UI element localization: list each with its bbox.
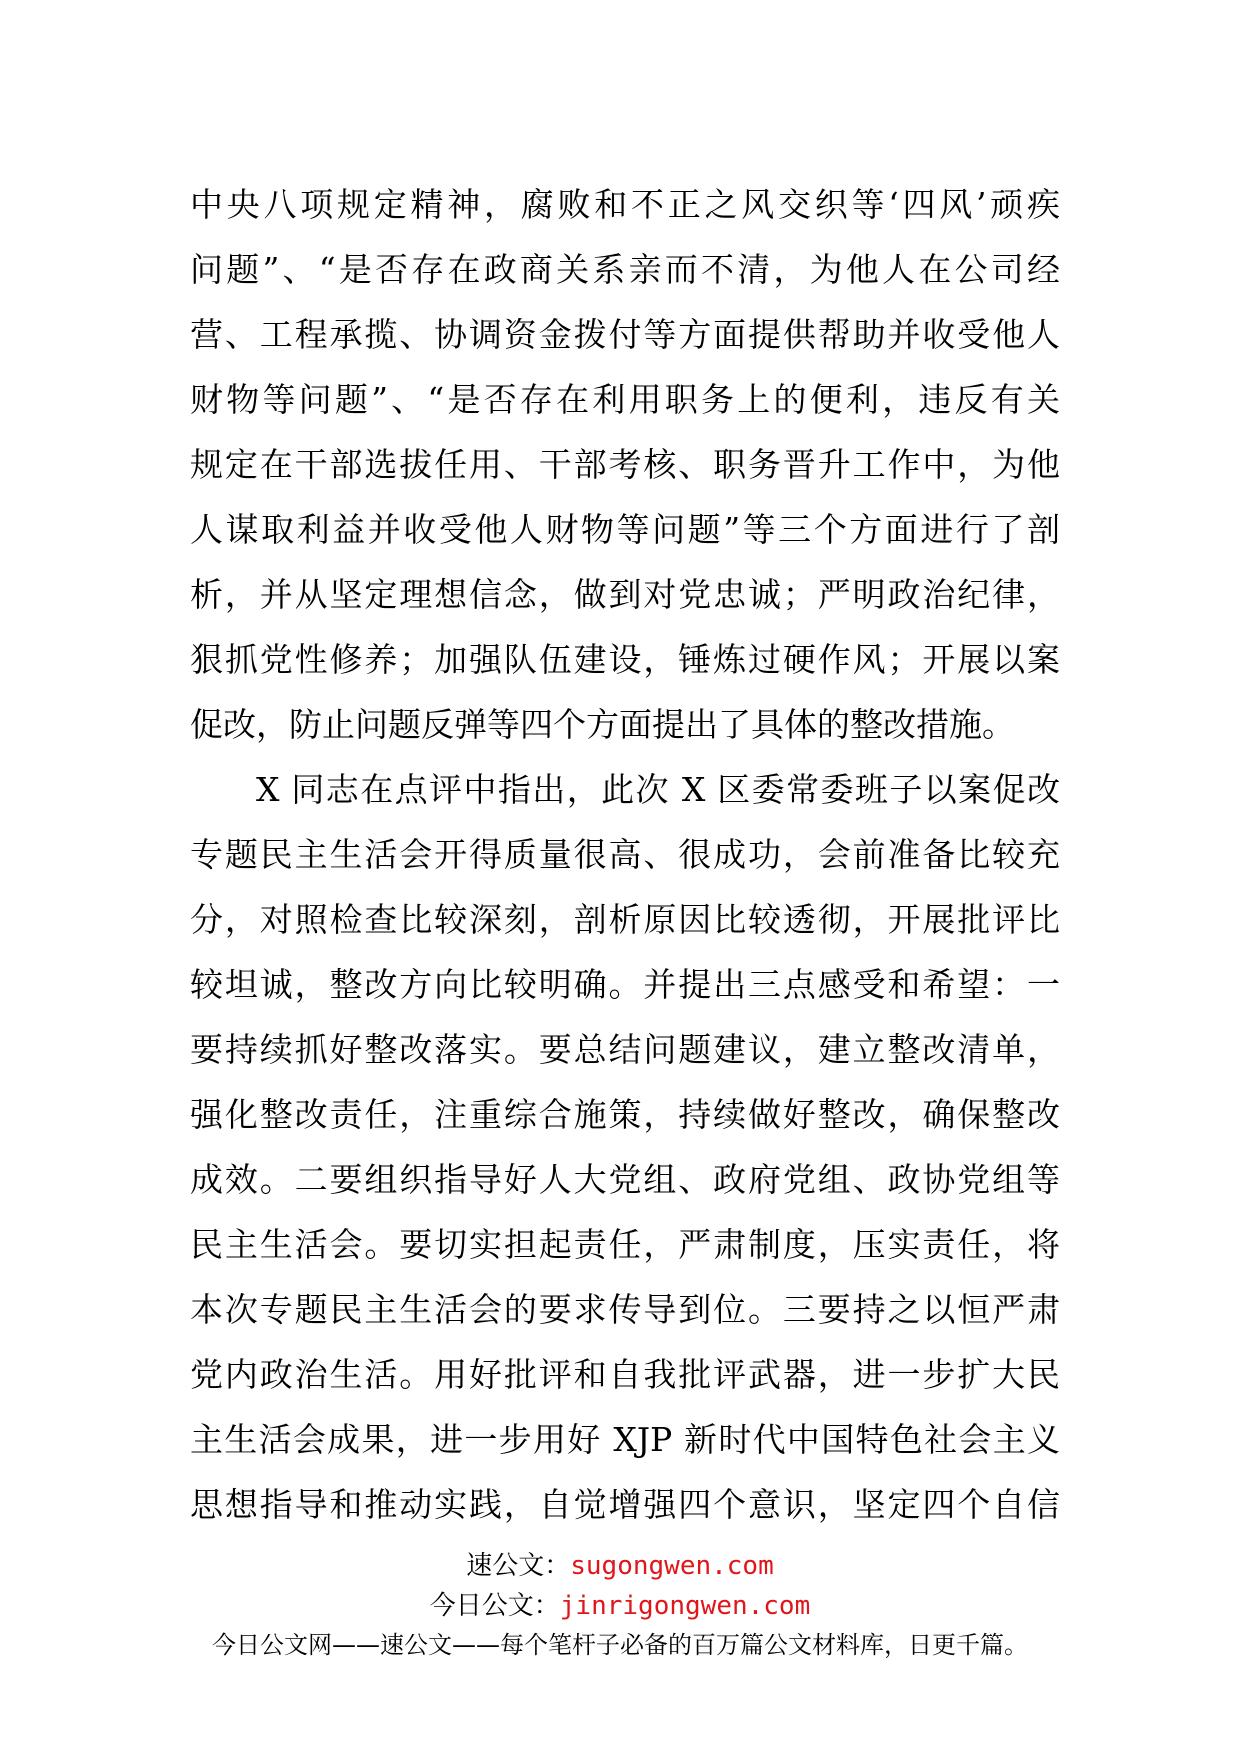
text-line: 强化整改责任，注重综合施策，持续做好整改，确保整改 <box>190 1095 1060 1134</box>
text-line: 主生活会成果，进一步用好 XJP 新时代中国特色社会主义 <box>190 1420 1060 1459</box>
text-line: 民主生活会。要切实担起责任，严肃制度，压实责任，将 <box>190 1225 1060 1264</box>
text-line: 人谋取利益并收受他人财物等问题”等三个方面进行了剖 <box>190 510 1060 549</box>
text-line: 思想指导和推动实践，自觉增强四个意识，坚定四个自信 <box>190 1485 1060 1524</box>
text-line: 中央八项规定精神，腐败和不正之风交织等‘四风’顽疾 <box>190 185 1060 224</box>
text-line: 狠抓党性修养；加强队伍建设，锤炼过硬作风；开展以案 <box>190 640 1060 679</box>
document-body <box>190 172 1060 1537</box>
text-line: 专题民主生活会开得质量很高、很成功，会前准备比较充 <box>190 835 1060 874</box>
footer-tagline: 今日公文网——速公文——每个笔杆子必备的百万篇公文材料库，日更千篇。 <box>212 1631 1028 1659</box>
footer-label: 今日公文： <box>429 1591 560 1621</box>
text-line: 成效。二要组织指导好人大党组、政府党组、政协党组等 <box>190 1160 1060 1199</box>
text-line: 问题”、“是否存在政商关系亲而不清，为他人在公司经 <box>190 250 1060 289</box>
text-line: 本次专题民主生活会的要求传导到位。三要持之以恒严肃 <box>190 1290 1060 1329</box>
text-line: 规定在干部选拔任用、干部考核、职务晋升工作中，为他 <box>190 445 1060 484</box>
sugongwen-link[interactable]: sugongwen.com <box>570 1551 774 1581</box>
text-line: 营、工程承揽、协调资金拨付等方面提供帮助并收受他人 <box>190 315 1060 354</box>
text-line: 促改，防止问题反弹等四个方面提出了具体的整改措施。 <box>190 705 1015 744</box>
text-line: 分，对照检查比较深刻，剖析原因比较透彻，开展批评比 <box>190 900 1060 939</box>
text-line: 析，并从坚定理想信念，做到对党忠诚；严明政治纪律， <box>190 575 1060 614</box>
text-line: 财物等问题”、“是否存在利用职务上的便利，违反有关 <box>190 380 1060 419</box>
text-line: 要持续抓好整改落实。要总结问题建议，建立整改清单， <box>190 1030 1060 1069</box>
footer-sugongwen <box>0 1545 1240 1582</box>
jinrigongwen-link[interactable]: jinrigongwen.com <box>559 1591 811 1621</box>
text-line: 党内政治生活。用好批评和自我批评武器，进一步扩大民 <box>190 1355 1060 1394</box>
footer-jinrigongwen <box>0 1585 1240 1622</box>
paragraph-start-line: X 同志在点评中指出，此次 X 区委常委班子以案促改 <box>256 770 1060 809</box>
footer-label: 速公文： <box>466 1551 571 1581</box>
text-line: 较坦诚，整改方向比较明确。并提出三点感受和希望：一 <box>190 965 1060 1004</box>
